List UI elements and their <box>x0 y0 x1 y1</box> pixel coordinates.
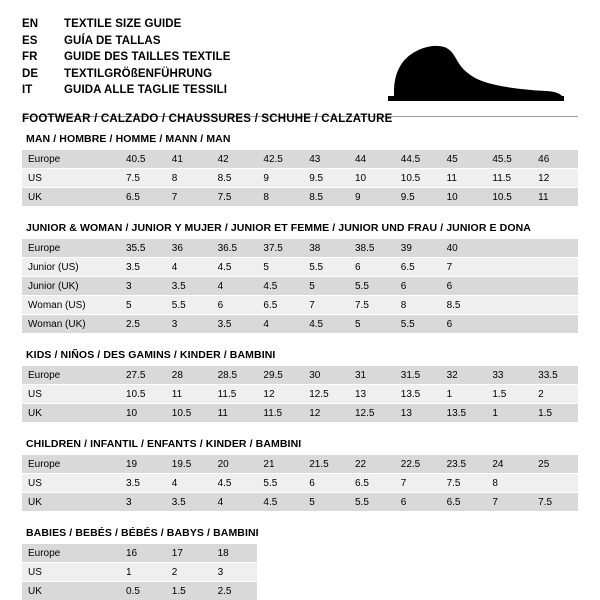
size-cell <box>395 544 441 563</box>
size-cell <box>486 277 532 296</box>
size-cell: 7 <box>441 258 487 277</box>
size-cell: 6 <box>395 493 441 512</box>
table-row <box>22 582 578 600</box>
size-cell: 38.5 <box>349 239 395 258</box>
size-cell: 8 <box>486 474 532 493</box>
size-cell <box>303 544 349 563</box>
size-cell: 9 <box>349 188 395 207</box>
size-cell: 1 <box>120 563 166 582</box>
size-cell: 8.5 <box>303 188 349 207</box>
row-label: US <box>22 474 120 493</box>
size-cell: 10.5 <box>166 404 212 423</box>
row-label: US <box>22 169 120 188</box>
size-cell: 10 <box>441 188 487 207</box>
table-row <box>22 150 578 169</box>
size-cell: 25 <box>532 455 578 474</box>
size-cell: 7.5 <box>120 169 166 188</box>
size-cell: 19 <box>120 455 166 474</box>
language-title: TEXTILGRÖßENFÜHRUNG <box>64 67 213 80</box>
size-cell <box>532 474 578 493</box>
language-title: GUÍA DE TALLAS <box>64 34 161 47</box>
size-cell: 36 <box>166 239 212 258</box>
size-cell: 8.5 <box>212 169 258 188</box>
size-cell: 5.5 <box>395 315 441 334</box>
size-cell <box>349 582 395 600</box>
size-cell <box>303 563 349 582</box>
section-title: JUNIOR & WOMAN / JUNIOR Y MUJER / JUNIOR ET FEMME / JUNIOR UND FRAU / JUNIOR E DONA <box>26 222 531 234</box>
size-cell: 6 <box>212 296 258 315</box>
table-row <box>22 385 578 404</box>
size-cell: 27.5 <box>120 366 166 385</box>
size-cell: 40 <box>441 239 487 258</box>
size-cell <box>532 296 578 315</box>
size-cell: 5 <box>120 296 166 315</box>
size-cell <box>441 582 487 600</box>
table-row <box>22 169 578 188</box>
row-label: Europe <box>22 239 120 258</box>
size-cell: 33 <box>486 366 532 385</box>
size-section <box>22 133 578 206</box>
size-cell: 31 <box>349 366 395 385</box>
size-cell: 11.5 <box>486 169 532 188</box>
size-cell: 2 <box>532 385 578 404</box>
language-title: TEXTILE SIZE GUIDE <box>64 18 182 30</box>
section-title: CHILDREN / INFANTIL / ENFANTS / KINDER / BAMBINI <box>26 438 302 450</box>
size-cell: 13 <box>395 404 441 423</box>
language-code: DE <box>22 67 39 80</box>
section-title: BABIES / BEBÉS / BÉBÉS / BABYS / BAMBINI <box>26 527 259 539</box>
size-section <box>22 527 578 600</box>
size-cell: 45 <box>441 150 487 169</box>
row-label: Woman (US) <box>22 296 120 315</box>
size-cell: 12 <box>532 169 578 188</box>
size-cell: 10 <box>349 169 395 188</box>
size-cell: 40.5 <box>120 150 166 169</box>
size-cell: 6 <box>441 277 487 296</box>
size-cell <box>486 239 532 258</box>
language-row <box>22 66 231 83</box>
row-label: UK <box>22 188 120 207</box>
size-cell: 5 <box>349 315 395 334</box>
size-cell <box>303 582 349 600</box>
document-header <box>22 16 578 125</box>
language-row <box>22 33 231 50</box>
size-cell <box>486 582 532 600</box>
row-label: US <box>22 563 120 582</box>
size-cell: 3 <box>212 563 258 582</box>
size-cell: 21.5 <box>303 455 349 474</box>
language-code: ES <box>22 34 38 47</box>
size-cell <box>486 563 532 582</box>
size-cell: 4 <box>257 315 303 334</box>
size-cell: 46 <box>532 150 578 169</box>
row-label: Europe <box>22 150 120 169</box>
size-cell: 19.5 <box>166 455 212 474</box>
size-cell <box>532 258 578 277</box>
table-row <box>22 404 578 423</box>
size-cell: 12.5 <box>349 404 395 423</box>
size-cell: 42.5 <box>257 150 303 169</box>
size-cell: 4 <box>212 277 258 296</box>
size-cell: 22.5 <box>395 455 441 474</box>
size-cell: 3 <box>166 315 212 334</box>
size-cell: 5.5 <box>349 493 395 512</box>
size-cell: 4 <box>166 258 212 277</box>
size-cell: 11 <box>212 404 258 423</box>
size-cell: 44 <box>349 150 395 169</box>
size-cell: 9.5 <box>395 188 441 207</box>
row-label: UK <box>22 582 120 600</box>
size-cell: 5.5 <box>257 474 303 493</box>
row-label: Woman (UK) <box>22 315 120 334</box>
language-title: GUIDE DES TAILLES TEXTILE <box>64 51 231 63</box>
size-cell <box>486 544 532 563</box>
table-row <box>22 366 578 385</box>
size-cell: 4.5 <box>257 493 303 512</box>
table-row <box>22 544 578 563</box>
size-cell <box>257 582 303 600</box>
size-cell: 6 <box>395 277 441 296</box>
size-cell: 6.5 <box>441 493 487 512</box>
size-cell <box>395 582 441 600</box>
size-cell: 39 <box>395 239 441 258</box>
table-row <box>22 315 578 334</box>
size-cell: 7 <box>486 493 532 512</box>
size-cell: 11 <box>166 385 212 404</box>
size-cell: 36.5 <box>212 239 258 258</box>
size-cell: 22 <box>349 455 395 474</box>
language-row <box>22 82 231 99</box>
size-cell: 5.5 <box>303 258 349 277</box>
category-line: FOOTWEAR / CALZADO / CHAUSSURES / SCHUHE / CALZATURE <box>22 112 393 125</box>
row-label: Junior (UK) <box>22 277 120 296</box>
table-row <box>22 188 578 207</box>
size-cell: 38 <box>303 239 349 258</box>
size-cell: 12 <box>257 385 303 404</box>
size-section <box>22 222 578 333</box>
size-cell <box>486 258 532 277</box>
size-cell: 21 <box>257 455 303 474</box>
size-cell: 3 <box>120 277 166 296</box>
size-cell: 30 <box>303 366 349 385</box>
section-title: MAN / HOMBRE / HOMME / MANN / MAN <box>26 133 231 145</box>
row-label: US <box>22 385 120 404</box>
size-cell: 8 <box>257 188 303 207</box>
size-sections <box>22 133 578 600</box>
size-cell: 6 <box>441 315 487 334</box>
size-cell <box>532 315 578 334</box>
size-cell <box>532 277 578 296</box>
size-cell: 7.5 <box>532 493 578 512</box>
size-cell: 10.5 <box>120 385 166 404</box>
size-cell: 3 <box>120 493 166 512</box>
size-cell <box>532 582 578 600</box>
row-label: UK <box>22 493 120 512</box>
size-cell <box>532 563 578 582</box>
size-cell: 11.5 <box>212 385 258 404</box>
size-cell: 13.5 <box>395 385 441 404</box>
size-cell: 4 <box>166 474 212 493</box>
size-cell <box>257 544 303 563</box>
table-row <box>22 563 578 582</box>
size-cell: 43 <box>303 150 349 169</box>
size-cell: 42 <box>212 150 258 169</box>
table-row <box>22 493 578 512</box>
row-label: UK <box>22 404 120 423</box>
size-cell <box>486 296 532 315</box>
row-label: Europe <box>22 366 120 385</box>
size-cell <box>486 315 532 334</box>
size-cell: 2.5 <box>212 582 258 600</box>
size-cell: 6.5 <box>257 296 303 315</box>
size-cell: 1.5 <box>166 582 212 600</box>
size-cell: 2.5 <box>120 315 166 334</box>
size-table <box>22 454 578 511</box>
row-label: Europe <box>22 544 120 563</box>
size-cell: 13.5 <box>441 404 487 423</box>
table-row <box>22 277 578 296</box>
size-cell: 23.5 <box>441 455 487 474</box>
row-label: Europe <box>22 455 120 474</box>
size-cell <box>441 544 487 563</box>
size-cell: 4.5 <box>257 277 303 296</box>
table-row <box>22 239 578 258</box>
language-code: FR <box>22 51 38 63</box>
size-cell: 11 <box>441 169 487 188</box>
size-table <box>22 238 578 333</box>
section-title: KIDS / NIÑOS / DES GAMINS / KINDER / BAMBINI <box>26 349 276 361</box>
size-cell: 6.5 <box>349 474 395 493</box>
size-cell: 20 <box>212 455 258 474</box>
size-cell: 7.5 <box>212 188 258 207</box>
size-cell: 35.5 <box>120 239 166 258</box>
size-cell: 28 <box>166 366 212 385</box>
size-cell: 3.5 <box>212 315 258 334</box>
size-cell <box>532 544 578 563</box>
table-row <box>22 258 578 277</box>
size-cell <box>395 563 441 582</box>
row-label: Junior (US) <box>22 258 120 277</box>
size-cell <box>441 563 487 582</box>
table-row <box>22 474 578 493</box>
size-cell: 5 <box>303 493 349 512</box>
size-cell: 9 <box>257 169 303 188</box>
size-cell: 5.5 <box>166 296 212 315</box>
size-cell: 32 <box>441 366 487 385</box>
size-cell: 24 <box>486 455 532 474</box>
size-cell: 1 <box>441 385 487 404</box>
table-row <box>22 296 578 315</box>
size-cell: 45.5 <box>486 150 532 169</box>
size-cell: 3.5 <box>166 277 212 296</box>
size-cell: 10 <box>120 404 166 423</box>
size-section <box>22 438 578 511</box>
size-cell: 33.5 <box>532 366 578 385</box>
size-cell: 2 <box>166 563 212 582</box>
size-cell: 3.5 <box>120 474 166 493</box>
size-cell <box>532 239 578 258</box>
size-cell: 13 <box>349 385 395 404</box>
size-cell: 16 <box>120 544 166 563</box>
size-cell: 10.5 <box>395 169 441 188</box>
language-code: IT <box>22 84 33 96</box>
size-cell: 11.5 <box>257 404 303 423</box>
size-cell: 12.5 <box>303 385 349 404</box>
dress-shoe-icon <box>388 38 568 106</box>
size-cell: 6 <box>349 258 395 277</box>
size-cell: 12 <box>303 404 349 423</box>
size-cell: 3.5 <box>120 258 166 277</box>
size-cell: 4.5 <box>212 474 258 493</box>
size-cell: 4.5 <box>212 258 258 277</box>
size-cell: 18 <box>212 544 258 563</box>
size-cell: 9.5 <box>303 169 349 188</box>
size-cell: 7 <box>166 188 212 207</box>
size-cell: 5 <box>303 277 349 296</box>
table-row <box>22 455 578 474</box>
language-title-list <box>22 16 231 99</box>
size-cell: 28.5 <box>212 366 258 385</box>
size-cell: 6 <box>303 474 349 493</box>
size-cell: 29.5 <box>257 366 303 385</box>
size-cell: 3.5 <box>166 493 212 512</box>
size-cell: 6.5 <box>120 188 166 207</box>
size-section <box>22 349 578 422</box>
size-cell: 44.5 <box>395 150 441 169</box>
language-row <box>22 16 231 33</box>
size-cell <box>349 544 395 563</box>
size-cell: 11 <box>532 188 578 207</box>
size-cell: 31.5 <box>395 366 441 385</box>
size-cell: 5 <box>257 258 303 277</box>
language-code: EN <box>22 18 39 30</box>
size-cell: 0.5 <box>120 582 166 600</box>
size-table <box>22 365 578 422</box>
size-table <box>22 543 578 600</box>
size-cell: 7.5 <box>349 296 395 315</box>
size-cell: 8.5 <box>441 296 487 315</box>
size-cell: 1.5 <box>486 385 532 404</box>
size-cell <box>257 563 303 582</box>
size-cell: 1.5 <box>532 404 578 423</box>
size-cell <box>349 563 395 582</box>
size-cell: 4.5 <box>303 315 349 334</box>
size-table <box>22 149 578 206</box>
size-cell: 37.5 <box>257 239 303 258</box>
size-cell: 7.5 <box>441 474 487 493</box>
size-cell: 5.5 <box>349 277 395 296</box>
size-cell: 8 <box>395 296 441 315</box>
size-cell: 6.5 <box>395 258 441 277</box>
size-cell: 41 <box>166 150 212 169</box>
size-cell: 1 <box>486 404 532 423</box>
language-row <box>22 49 231 66</box>
size-cell: 4 <box>212 493 258 512</box>
size-cell: 17 <box>166 544 212 563</box>
language-title: GUIDA ALLE TAGLIE TESSILI <box>64 84 228 96</box>
size-cell: 10.5 <box>486 188 532 207</box>
size-cell: 7 <box>395 474 441 493</box>
size-cell: 8 <box>166 169 212 188</box>
size-cell: 7 <box>303 296 349 315</box>
